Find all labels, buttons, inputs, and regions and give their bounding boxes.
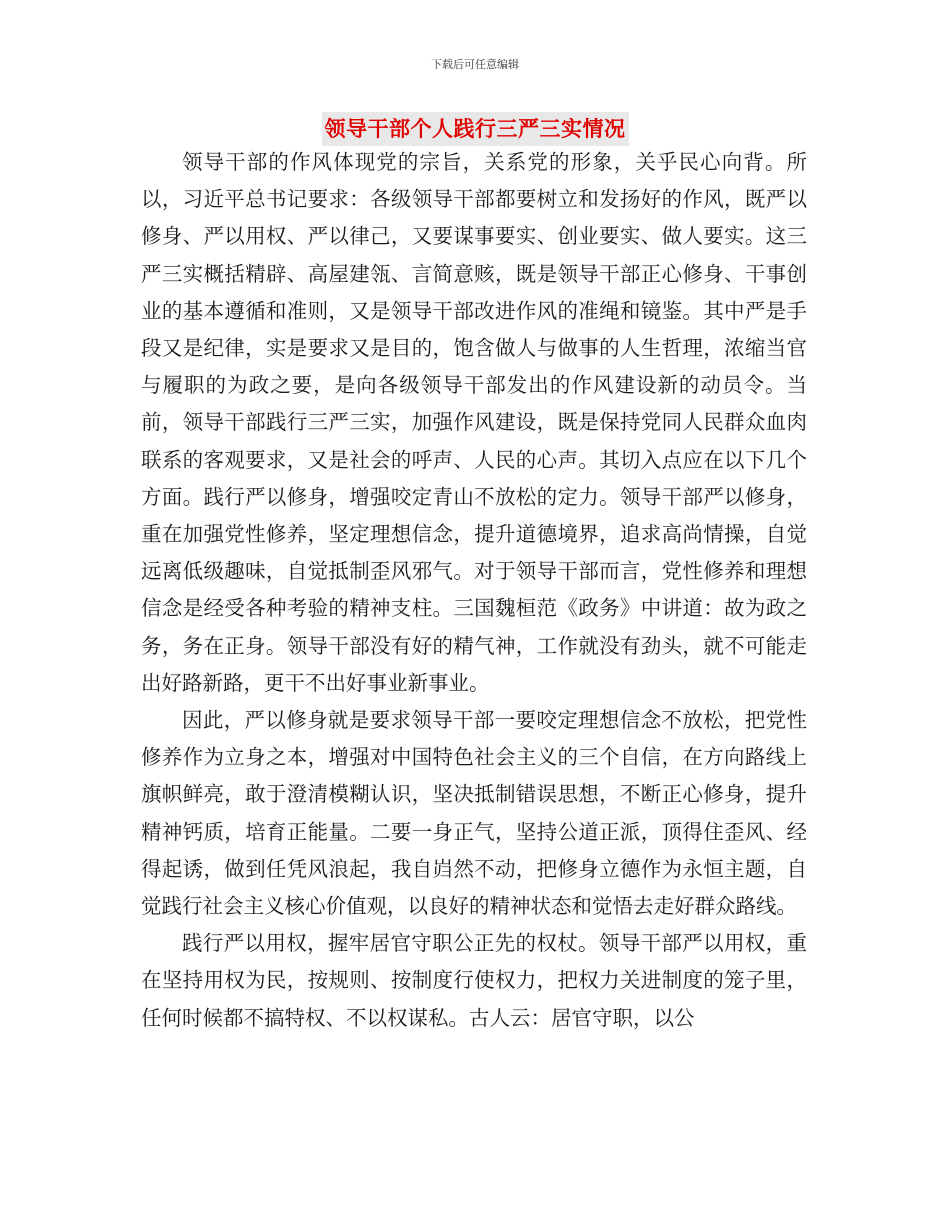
title-container (0, 112, 950, 146)
paragraph-2: 因此，严以修身就是要求领导干部一要咬定理想信念不放松，把党性修养作为立身之本，增强对中国特色社会主义的三个自信，在方向路线上旗帜鲜亮，敢于澄清模糊认识，坚决抵制错误思想，不断正心修身，提升精神钙质，培育正能量。二要一身正气，坚持公道正派，顶得住歪风、经得起诱，做到任凭风浪起，我自岿然不动，把修身立德作为永恒主题，自觉践行社会主义核心价值观，以良好的精神状态和觉悟去走好群众路线。 (141, 708, 807, 919)
document-title: 领导干部个人践行三严三实情况 (322, 112, 629, 146)
document-body (141, 144, 807, 1037)
header-note: 下载后可任意编辑 (431, 58, 519, 71)
paragraph-1: 领导干部的作风体现党的宗旨，关系党的形象，关乎民心向背。所以，习近平总书记要求：各级领导干部都要树立和发扬好的作风，既严以修身、严以用权、严以律己，又要谋事要实、创业要实、做人要实。这三严三实概括精辟、高屋建瓴、言简意赅，既是领导干部正心修身、干事创业的基本遵循和准则，又是领导干部改进作风的准绳和镜鉴。其中严是手段又是纪律，实是要求又是目的，饱含做人与做事的人生哲理，浓缩当官与履职的为政之要，是向各级领导干部发出的作风建设新的动员令。当前，领导干部践行三严三实，加强作风建设，既是保持党同人民群众血肉联系的客观要求，又是社会的呼声、人民的心声。其切入点应在以下几个方面。践行严以修身，增强咬定青山不放松的定力。领导干部严以修身，重在加强党性修养，坚定理想信念，提升道德境界，追求高尚情操，自觉远离低级趣味，自觉抵制歪风邪气。对于领导干部而言，党性修养和理想信念是经受各种考验的精神支柱。三国魏桓范《政务》中讲道：故为政之务，务在正身。领导干部没有好的精气神，工作就没有劲头，就不可能走出好路新路，更干不出好事业新事业。 (141, 150, 807, 695)
paragraph-3: 践行严以用权，握牢居官守职公正先的权杖。领导干部严以用权，重在坚持用权为民，按规则、按制度行使权力，把权力关进制度的笼子里，任何时候都不搞特权、不以权谋私。古人云：居官守职，以公 (141, 931, 807, 1030)
